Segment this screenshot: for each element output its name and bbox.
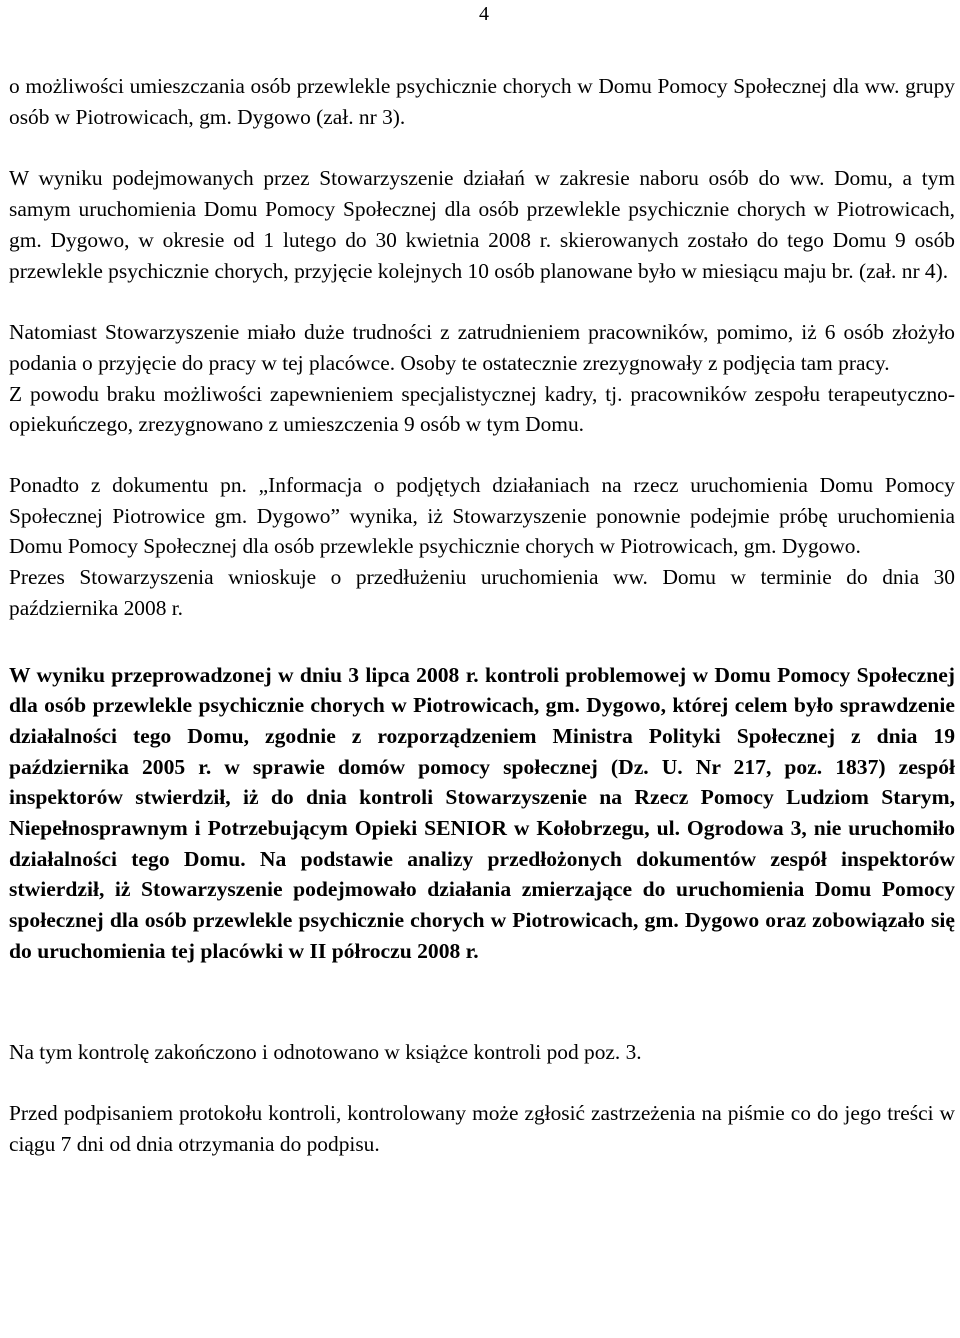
- paragraph-staffing-resignation: Z powodu braku możliwości zapewnieniem specjalistycznej kadry, tj. pracowników zespołu terapeutyczno-opiekuńczego, zrezygnowano z umieszczenia 9 osób w tym Domu.: [9, 381, 955, 437]
- paragraph-information-document: Ponadto z dokumentu pn. „Informacja o podjętych działaniach na rzecz uruchomienia Domu Pomocy Społecznej Piotrowice gm. Dygowo” wynika, iż Stowarzyszenie ponownie podejmie próbę uruchomienia Domu Pomocy Społecznej dla osób przewlekle psychicznie chorych w Piotrowicach, gm. Dygowo.: [9, 473, 955, 559]
- paragraph-recruitment: W wyniku podejmowanych przez Stowarzyszenie działań w zakresie naboru osób do ww. Domu, a tym samym uruchomienia Domu Pomocy Społecznej dla osób przewlekle psychicznie chorych w Piotrowicach, gm. Dygowo, w okresie od 1 lutego do 30 kwietnia 2008 r. skierowanych zostało do tego Domu 9 osób przewlekle psychicznie chorych, przyjęcie kolejnych 10 osób planowane było w miesiącu maju br. (zał. nr 4).: [9, 166, 955, 283]
- paragraph-extension-request: Prezes Stowarzyszenia wnioskuje o przedłużeniu uruchomienia ww. Domu w terminie do dnia 30 października 2008 r.: [9, 565, 955, 620]
- paragraph-objection-notice: Przed podpisaniem protokołu kontroli, kontrolowany może zgłosić zastrzeżenia na piśmie co do jego treści w ciągu 7 dni od dnia otrzymania do podpisu.: [9, 1101, 955, 1156]
- paragraph-inspection-closure: Na tym kontrolę zakończono i odnotowano w książce kontroli pod poz. 3.: [9, 1039, 642, 1064]
- document-body: [9, 71, 955, 1160]
- paragraph-continuation: o możliwości umieszczania osób przewlekle psychicznie chorych w Domu Pomocy Społecznej dla ww. grupy osób w Piotrowicach, gm. Dygowo (zał. nr 3).: [9, 74, 955, 129]
- page-number: 4: [479, 3, 489, 25]
- paragraph-staffing-difficulties: Natomiast Stowarzyszenie miało duże trudności z zatrudnieniem pracowników, pomimo, iż 6 osób złożyło podania o przyjęcie do pracy w tej placówce. Osoby te ostatecznie zrezygnowały z podjęcia tam pracy.: [9, 320, 955, 375]
- paragraph-inspection-findings: W wyniku przeprowadzonej w dniu 3 lipca 2008 r. kontroli problemowej w Domu Pomocy Społecznej dla osób przewlekle psychicznie chorych w Piotrowicach, gm. Dygowo, której celem było sprawdzenie działalności tego Domu, zgodnie z rozporządzeniem Ministra Polityki Społecznej z dnia 19 października 2005 r. w sprawie domów pomocy społecznej (Dz. U. Nr 217, poz. 1837) zespół inspektorów stwierdził, iż do dnia kontroli Stowarzyszenie na Rzecz Pomocy Ludziom Starym, Niepełnosprawnym i Potrzebującym Opieki SENIOR w Kołobrzegu, ul. Ogrodowa 3, nie uruchomiło działalności tego Domu. Na podstawie analizy przedłożonych dokumentów zespół inspektorów stwierdził, iż Stowarzyszenie podejmowało działania zmierzające do uruchomienia Domu Pomocy społecznej dla osób przewlekle psychicznie chorych w Piotrowicach, gm. Dygowo oraz zobowiązało się do uruchomienia tej placówki w II półroczu 2008 r.: [9, 662, 955, 963]
